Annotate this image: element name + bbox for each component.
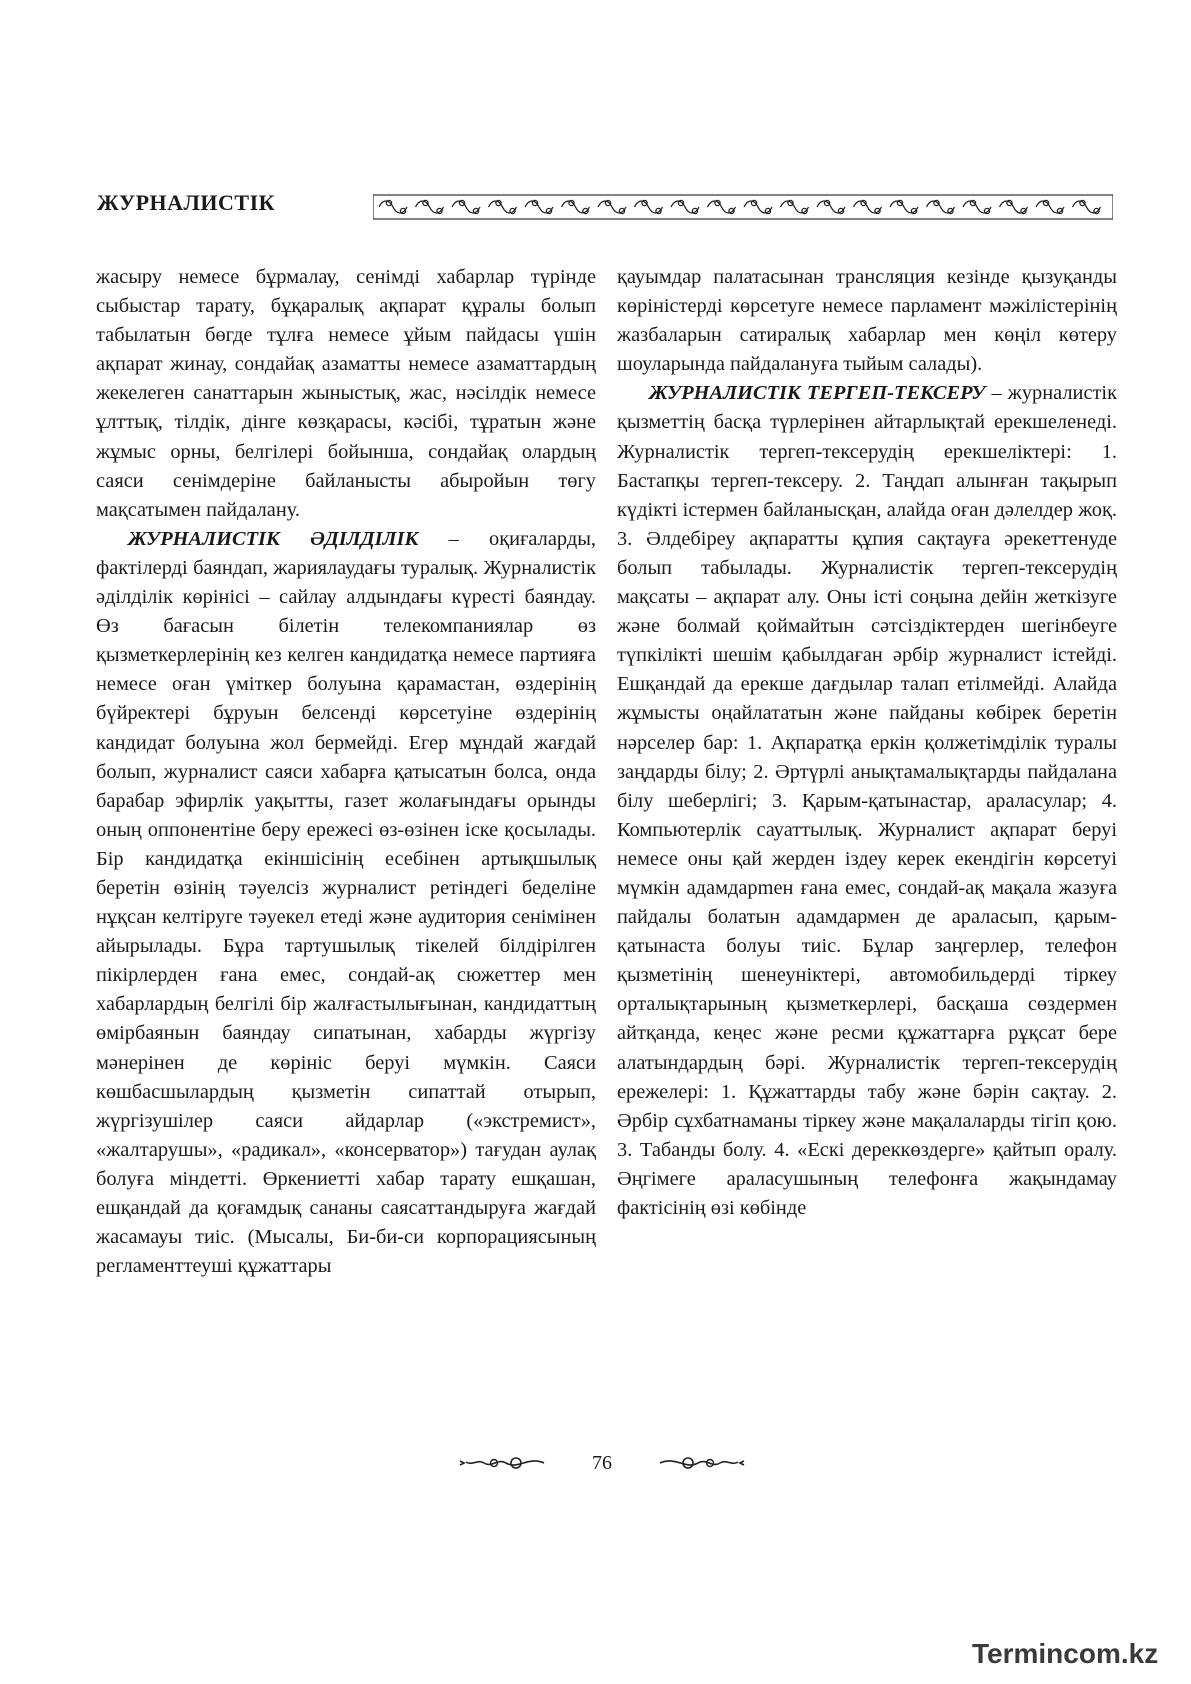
right-paragraph-1: қауымдар палатасынан трансляция кезінде қызуқанды көріністерді көрсетуге немесе парламент мәжілістерінің жазбаларын сатиралық хабарлар мен көңіл көтеру шоуларында пайдалануға тыйым салады). (617, 266, 1117, 376)
term-journalistic-fairness: ЖУРНАЛИСТІК ӘДІЛДІЛІК (128, 527, 419, 550)
term-definition-investigation: – журналистік қызметтің басқа түрлерінен айтарлықтай ерекшеленеді. Журналистік тергеп-тексерудің ерекшеліктері: 1. Бастапқы тергеп-тексеру. 2. Таңдап алынған тақырып күдікті істермен байланысқан, алайда оған дәлелдер жоқ. 3. Әлдебіреу ақпаратты құпия сақтауға әрекеттенуде болып табылады. Журналистік тергеп-тексерудің мақсаты – ақпарат алу. Оны істі соңына дейін жеткізуге және болмай қоймайтын сәтсіздіктерден шегінбеуге түпкілікті шешім қабылдаған әрбір журналист істейді. Ешқандай да ерекше дағдылар талап етілмейді. Алайда жұмысты оңайлататын және пайданы көбірек беретін нәрселер бар: 1. Ақпаратқа еркін қолжетімділік туралы заңдарды білу; 2. Әртүрлі анықтамалықтарды пайдалана білу шеберлігі; 3. Қарым-қатынастар, араласулар; 4. Компьютерлік сауаттылық. Журналист ақпарат беруі немесе оны қай жерден іздеу керек екендігін көрсетуі мүмкін адамдарmен ғана емес, сондай-ақ мақала жазуға пайдалы болатын адамдармен де араласып, қарым-қатынаста болуы тиіс. Бұлар заңгерлер, телефон қызметінің шенеуніктері, автомобильдерді тіркеу орталықтарының қызметкерлері, басқаша сөздермен айтқанда, кеңес және ресми құжаттарға рұқсат бере алатындардың бәрі. Журналистік тергеп-тексерудің ережелері: 1. Құжаттарды табу және бәрін сақтау. 2. Әрбір сұхбатнаманы тіркеу және мақалаларды тігіп қою. 3. Табанды болу. 4. «Ескі дереккөздерге» қайтып оралу. Әңгімеге араласушының телефонға жақындамау фактісінің өзі көбінде (617, 382, 1117, 1219)
left-column (96, 263, 596, 1281)
right-column (617, 263, 1117, 1223)
header-ornament-band (373, 194, 1113, 220)
site-watermark: Termincom.kz (972, 1638, 1159, 1669)
running-header-title: ЖУРНАЛИСТІК (97, 190, 276, 215)
right-paragraph-2 (617, 379, 1117, 1223)
term-journalistic-investigation: ЖУРНАЛИСТІК ТЕРГЕП-ТЕКСЕРУ (649, 382, 986, 405)
page-number: 76 (592, 1452, 612, 1474)
footer-ornament-right (658, 1452, 746, 1474)
footer-ornament-left (458, 1452, 546, 1474)
left-paragraph-2 (96, 525, 596, 1281)
left-paragraph-1: жасыру немесе бұрмалау, сенімді хабарлар түрінде сыбыстар тарату, бұқаралық ақпарат құралы болып табылатын бөгде тұлға немесе ұйым пайдасы үшін ақпарат жинау, сондайақ азаматты немесе азаматтардың жекелеген санаттарын жыныстық, жас, нәсілдік немесе ұлттық, тілдік, дінге көзқарасы, кәсібі, тұратын және жұмыс орны, белгілері бойынша, сондайақ олардың саяси сенімдеріне байланысты абыройын төгу мақсатымен пайдалану. (96, 266, 596, 521)
term-definition-fairness: – оқиғаларды, фактілерді баяндап, жариялаудағы туралық. Журналистік әділділік көрінісі – сайлау алдындағы күресті баяндау. Өз бағасын білетін телекомпаниялар өз қызметкерлерінің кез келген кандидатқа немесе партияға немесе оған үміткер болуына қарамастан, өздерінің бүйректері бұруын белсенді көрсетуіне өздерінің кандидат болуына жол бермейді. Егер мұндай жағдай болып, журналист саяси хабарға қатысатын болса, онда барабар эфирлік уақытты, газет жолағындағы орынды оның оппонентіне беру ережесі өз-өзінен іске қосылады. Бір кандидатқа екіншісінің есебінен артықшылық беретін өзінің тәуелсіз журналист ретіндегі беделіне нұқсан келтіруге тәуекел етеді және аудитория сенімінен айырылады. Бұра тартушылық тікелей білдірілген пікірлерден ғана емес, сондай-ақ сюжеттер мен хабарлардың белгілі бір жалғастылығынан, кандидаттың өмірбаянын баяндау сипатынан, хабарды жүргізу мәнерінен де көрініс беруі мүмкін. Саяси көшбасшылардың қызметін сипаттай отырып, жүргізушілер саяси айдарлар («экстремист», «жалтарушы», «радикал», «консерватор») тағудан аулақ болуға міндетті. Өркениетті хабар тарату ешқашан, ешқандай да қоғамдық сананы саясаттандыруға жағдай жасамауы тиіс. (Мысалы, Би-би-си корпорациясының регламенттеуші құжаттары (96, 527, 596, 1278)
